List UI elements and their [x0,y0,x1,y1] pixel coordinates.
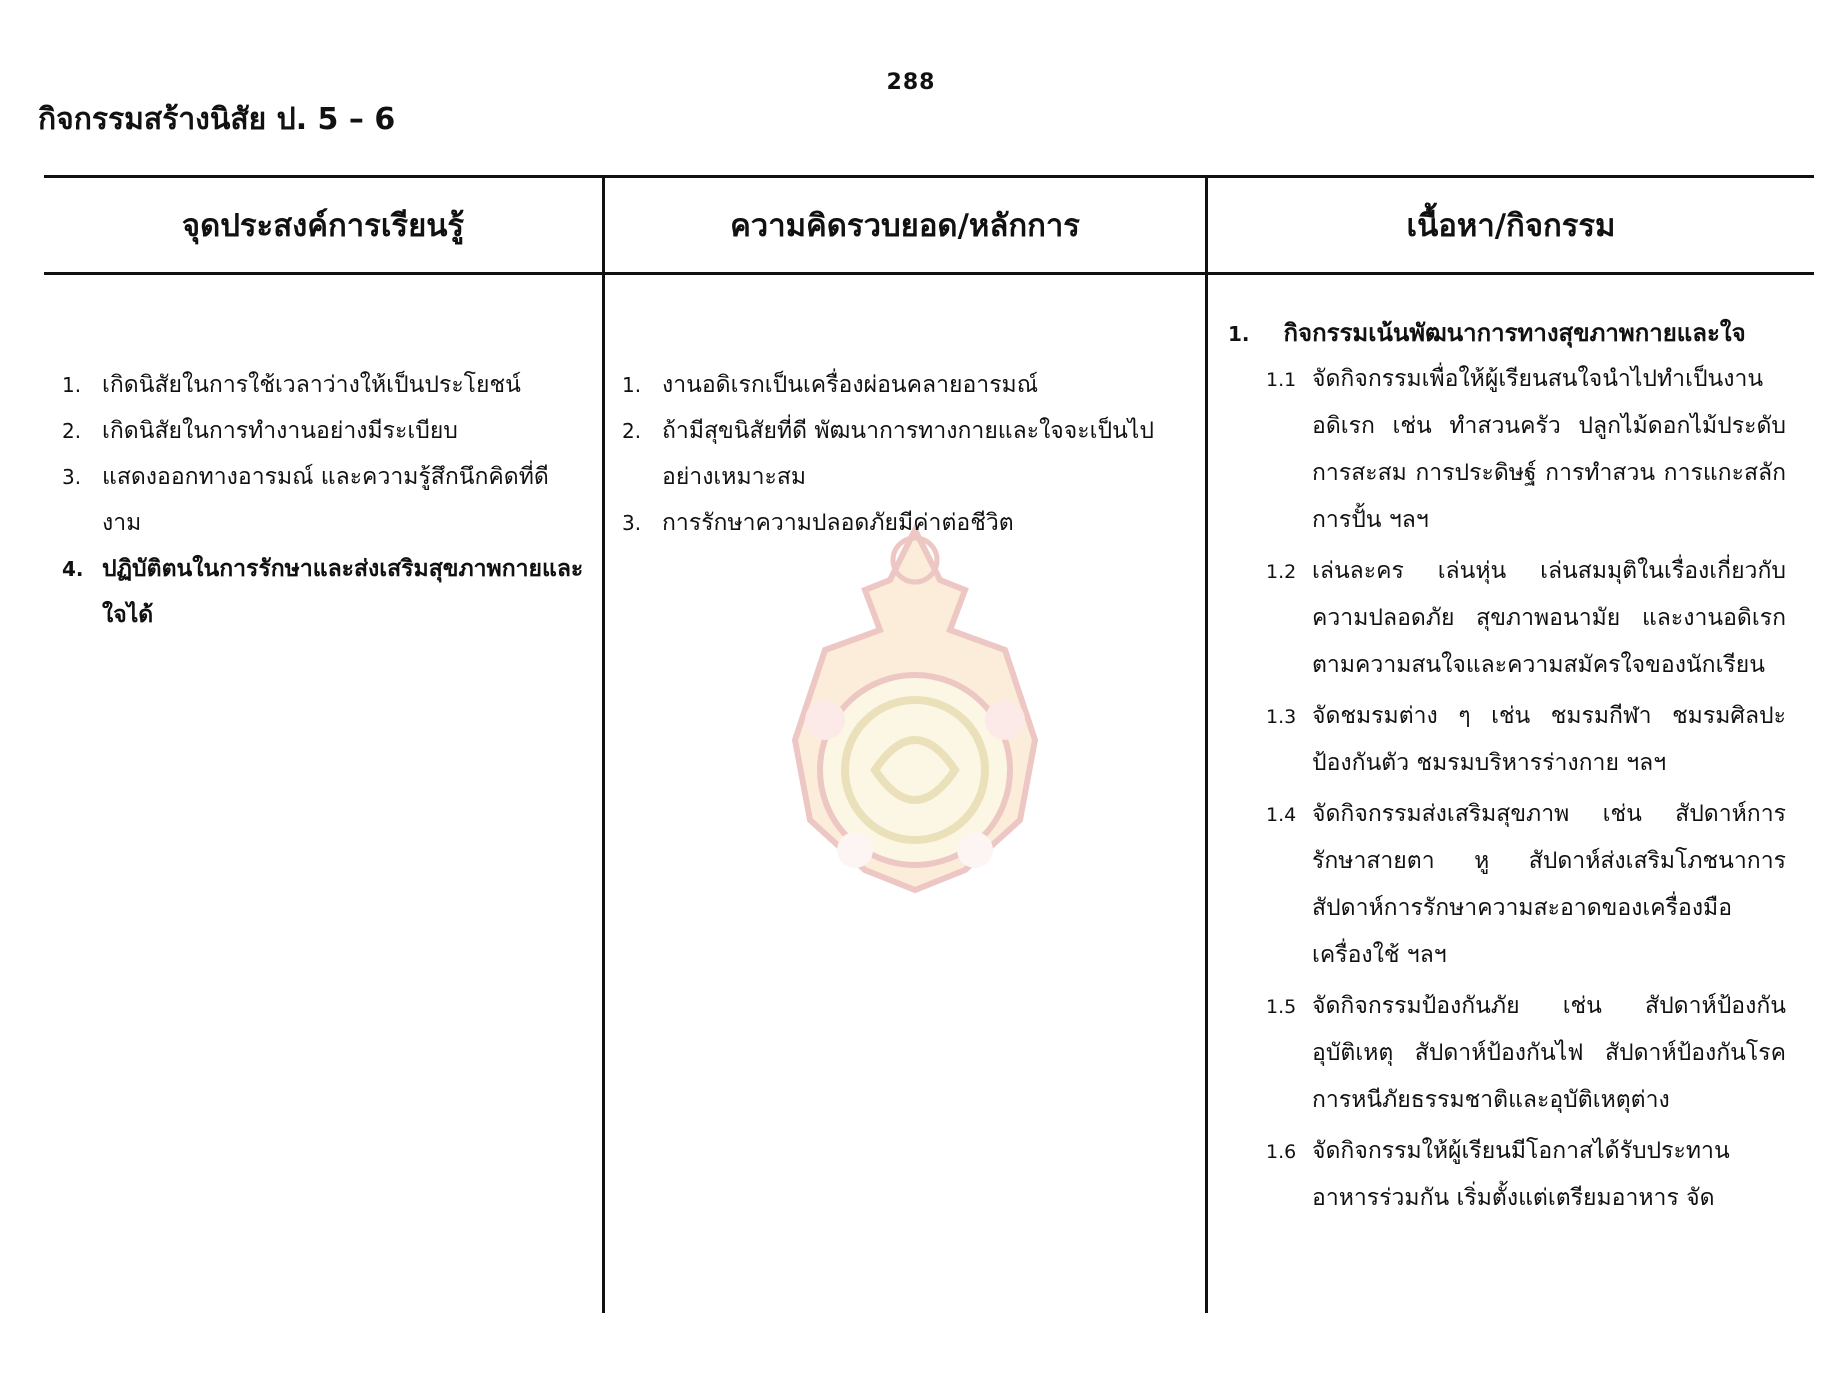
item-number: 1. [62,373,82,397]
list-item [1266,356,1786,544]
item-text: ปฏิบัติตนในการรักษาและส่งเสริมสุขภาพกายและใจได้ [102,556,584,628]
list-item [622,362,1197,408]
content-activities-list [1266,356,1786,1226]
list-item [1266,1128,1786,1222]
item-text: จัดกิจกรรมส่งเสริมสุขภาพ เช่น สัปดาห์การรักษาสายตา หู สัปดาห์ส่งเสริมโภชนาการ สัปดาห์การรักษาความสะอาดของเครื่องมือเครื่องใช้ ฯลฯ [1312,801,1786,968]
item-number: 4. [62,557,84,581]
item-number: 1.4 [1266,804,1297,826]
item-text: จัดชมรมต่าง ๆ เช่น ชมรมกีฬา ชมรมศิลปะป้องกันตัว ชมรมบริหารร่างกาย ฯลฯ [1312,703,1786,776]
item-number: 3. [62,465,82,489]
item-number: 2. [622,419,642,443]
item-text: กิจกรรมเน้นพัฒนาการทางสุขภาพกายและใจ [1283,319,1746,347]
item-text: เกิดนิสัยในการทำงานอย่างมีระเบียบ [102,418,458,444]
content-main-heading [1228,310,1788,357]
table-header-rule [44,272,1814,275]
column-divider-2 [1205,175,1208,1313]
list-item [622,408,1197,500]
item-text: การรักษาความปลอดภัยมีค่าต่อชีวิต [662,510,1014,536]
item-text: งานอดิเรกเป็นเครื่องผ่อนคลายอารมณ์ [662,372,1039,398]
item-number: 1.1 [1266,369,1297,391]
item-number: 3. [622,511,642,535]
item-text: จัดกิจกรรมให้ผู้เรียนมีโอกาสได้รับประทานอาหารร่วมกัน เริ่มตั้งแต่เตรียมอาหาร จัด [1312,1138,1730,1211]
item-text: เกิดนิสัยในการใช้เวลาว่างให้เป็นประโยชน์ [102,372,521,398]
item-number: 1.3 [1266,706,1297,728]
list-item [1266,791,1786,979]
item-text: เล่นละคร เล่นหุ่น เล่นสมมุติในเรื่องเกี่ยวกับความปลอดภัย สุขภาพอนามัย และงานอดิเรกตามความสนใจและความสมัครใจของนักเรียน [1312,558,1786,678]
item-number: 1. [1228,322,1250,346]
column-divider-1 [602,175,605,1313]
list-item [622,500,1197,546]
page-number: 288 [886,70,936,95]
list-item [62,408,587,454]
item-number: 1.2 [1266,561,1297,583]
item-text: แสดงออกทางอารมณ์ และความรู้สึกนึกคิดที่ดีงาม [102,464,549,536]
office-emblem-seal-icon [765,520,1065,900]
item-number: 1.6 [1266,1141,1297,1163]
list-item [1266,548,1786,689]
list-item [62,454,587,546]
objectives-list [62,362,587,638]
item-number: 2. [62,419,82,443]
document-title: กิจกรรมสร้างนิสัย ป. 5 – 6 [38,102,396,137]
list-item [62,362,587,408]
list-item [1266,693,1786,787]
list-item [1266,983,1786,1124]
column-header-concepts: ความคิดรวบยอด/หลักการ [730,208,1080,244]
column-header-objectives: จุดประสงค์การเรียนรู้ [181,208,465,244]
column-header-content: เนื้อหา/กิจกรรม [1406,208,1616,244]
item-text: จัดกิจกรรมป้องกันภัย เช่น สัปดาห์ป้องกันอุบัติเหตุ สัปดาห์ป้องกันไฟ สัปดาห์ป้องกันโรค การหนีภัยธรรมชาติและอุบัติเหตุต่าง [1312,993,1786,1113]
list-item [62,546,587,638]
item-text: จัดกิจกรรมเพื่อให้ผู้เรียนสนใจนำไปทำเป็นงานอดิเรก เช่น ทำสวนครัว ปลูกไม้ดอกไม้ประดับ การสะสม การประดิษฐ์ การทำสวน การแกะสลัก การปั้น ฯลฯ [1312,366,1786,533]
item-text: ถ้ามีสุขนิสัยที่ดี พัฒนาการทางกายและใจจะเป็นไปอย่างเหมาะสม [662,418,1154,490]
item-number: 1.5 [1266,996,1297,1018]
item-number: 1. [622,373,642,397]
concepts-list [622,362,1197,546]
